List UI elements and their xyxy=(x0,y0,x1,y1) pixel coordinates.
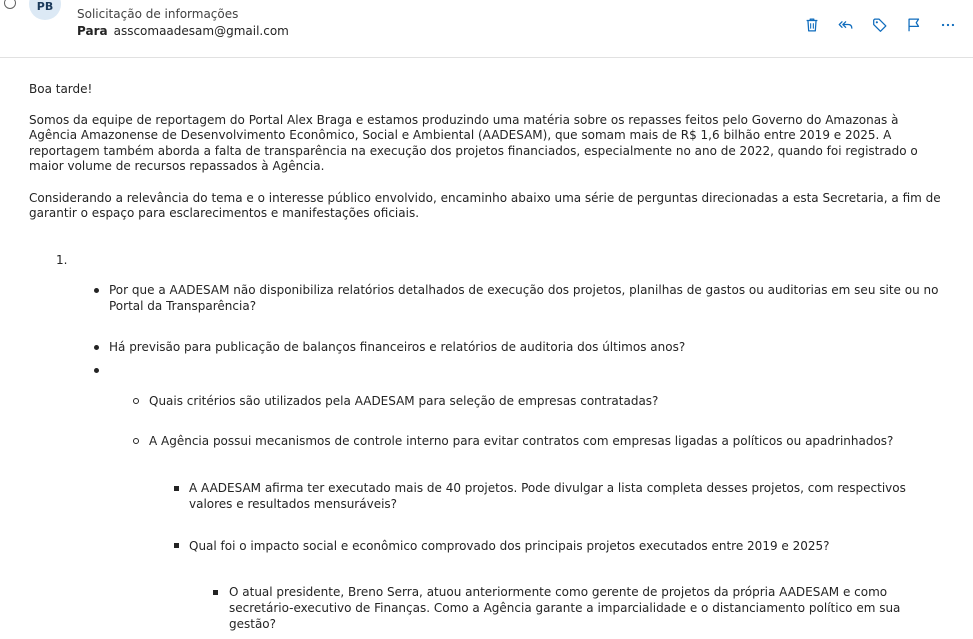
list-item: O atual presidente, Breno Serra, atuou anteriormente como gerente de projetos da própria AADESAM e como secretário-executivo de Finanças. Como a Agência garante a imparcialidade e o distanciamento político em sua gestão? xyxy=(229,585,901,631)
bullet-square xyxy=(213,590,218,595)
recipient-line xyxy=(77,24,289,38)
body-paragraph-1: Somos da equipe de reportagem do Portal Alex Braga e estamos produzindo uma matéria sobre os repasses feitos pelo Governo do Amazonas à Agência Amazonense de Desenvolvimento Econômico, Social e Ambiental (AADESAM), que somam mais de R$ 1,6 bilhão entre 2019 e 2025. A reportagem também aborda a falta de transparência na execução dos projetos financiados, especialmente no ano de 2022, quando foi registrado o maior volume de recursos repassados à Agência. xyxy=(29,112,918,173)
avatar-initials: PB xyxy=(36,0,54,13)
avatar[interactable] xyxy=(29,0,61,20)
bullet-disc xyxy=(94,288,99,293)
list-item: Há previsão para publicação de balanços financeiros e relatórios de auditoria dos últimos anos? xyxy=(109,340,686,354)
delete-button[interactable] xyxy=(795,14,829,36)
bullet-square xyxy=(174,486,179,491)
list-item: A AADESAM afirma ter executado mais de 40 projetos. Pode divulgar a lista completa desses projetos, com respectivos valores e resultados mensuráveis? xyxy=(189,481,906,511)
to-label: Para xyxy=(77,24,108,38)
list-number: 1. xyxy=(56,253,68,267)
flag-button[interactable] xyxy=(897,14,931,36)
bullet-disc xyxy=(94,368,99,373)
bullet-disc xyxy=(94,345,99,350)
message-body xyxy=(29,82,944,222)
list-item: Quais critérios são utilizados pela AADESAM para seleção de empresas contratadas? xyxy=(149,394,659,408)
recipient-address[interactable]: asscomaadesam@gmail.com xyxy=(113,24,289,38)
list-item: Por que a AADESAM não disponibiliza relatórios detalhados de execução dos projetos, planilhas de gastos ou auditorias em seu site ou no Portal da Transparência? xyxy=(109,283,939,313)
bullet-circle xyxy=(133,438,139,444)
flag-icon xyxy=(905,16,923,34)
more-icon xyxy=(939,16,957,34)
list-item: A Agência possui mecanismos de controle interno para evitar contratos com empresas ligadas a políticos ou apadrinhados? xyxy=(149,434,894,448)
select-message-radio[interactable] xyxy=(4,0,16,9)
message-subject: Solicitação de informações xyxy=(77,7,239,21)
categorize-button[interactable] xyxy=(863,14,897,36)
reply-all-button[interactable] xyxy=(829,14,863,36)
greeting: Boa tarde! xyxy=(29,82,93,96)
message-header xyxy=(0,0,973,58)
trash-icon xyxy=(803,16,821,34)
body-paragraph-2: Considerando a relevância do tema e o interesse público envolvido, encaminho abaixo uma série de perguntas direcionadas a esta Secretaria, a fim de garantir o espaço para esclarecimentos e manifestações oficiais. xyxy=(29,190,941,220)
message-actions xyxy=(795,14,965,36)
reply-all-icon xyxy=(837,16,855,34)
bullet-circle xyxy=(133,398,139,404)
bullet-square xyxy=(174,543,179,548)
tag-icon xyxy=(871,16,889,34)
list-item: Qual foi o impacto social e econômico comprovado dos principais projetos executados entre 2019 e 2025? xyxy=(189,539,830,553)
more-actions-button[interactable] xyxy=(931,14,965,36)
